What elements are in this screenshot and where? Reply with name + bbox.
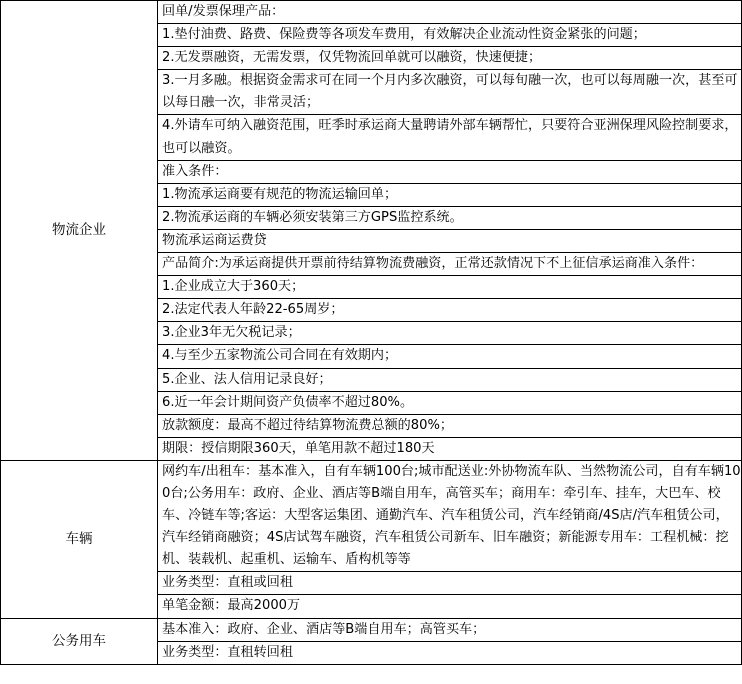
detail-cell: 2.无发票融资，无需发票，仅凭物流回单就可以融资，快速便捷； [158, 47, 742, 70]
detail-cell: 放款额度：最高不超过待结算物流费总额的80%； [158, 414, 742, 437]
detail-cell: 单笔金额：最高2000万 [158, 595, 742, 618]
detail-cell: 1.垫付油费、路费、保险费等各项发车费用，有效解决企业流动性资金紧张的问题； [158, 24, 742, 47]
detail-cell: 物流承运商运费贷 [158, 229, 742, 252]
table-row [1, 460, 742, 571]
detail-cell: 4.与至少五家物流公司合同在有效期内； [158, 345, 742, 368]
detail-cell: 准入条件： [158, 160, 742, 183]
detail-cell: 回单/发票保理产品： [158, 1, 742, 24]
detail-cell: 2.物流承运商的车辆必须安装第三方GPS监控系统。 [158, 206, 742, 229]
detail-cell: 3.一月多融。根据资金需求可在同一个月内多次融资，可以每旬融一次，也可以每周融一次，甚至可以每日融一次，非常灵活； [158, 70, 742, 115]
table-row [1, 618, 742, 641]
detail-cell: 5.企业、法人信用记录良好； [158, 368, 742, 391]
detail-cell: 1.企业成立大于360天； [158, 276, 742, 299]
category-cell: 车辆 [1, 460, 158, 618]
detail-cell: 产品简介:为承运商提供开票前待结算物流费融资，正常还款情况下不上征信承运商准入条件： [158, 253, 742, 276]
detail-cell: 6.近一年会计期间资产负债率不超过80%。 [158, 391, 742, 414]
detail-cell: 2.法定代表人年龄22-65周岁； [158, 299, 742, 322]
table-row [1, 1, 742, 24]
detail-cell: 4.外请车可纳入融资范围，旺季时承运商大量聘请外部车辆帮忙，只要符合亚洲保理风险控制要求，也可以融资。 [158, 115, 742, 160]
detail-cell: 1.物流承运商要有规范的物流运输回单； [158, 183, 742, 206]
table-body [1, 1, 742, 665]
detail-cell: 期限：授信期限360天，单笔用款不超过180天 [158, 437, 742, 460]
detail-cell: 业务类型：直租转回租 [158, 641, 742, 664]
category-cell: 物流企业 [1, 1, 158, 461]
detail-cell: 业务类型：直租或回租 [158, 572, 742, 595]
detail-cell: 3.企业3年无欠税记录； [158, 322, 742, 345]
category-cell: 公务用车 [1, 618, 158, 664]
detail-cell: 网约车/出租车：基本准入，自有车辆100台;城市配送业:外协物流车队、当然物流公司，自有车辆100台;公务用车：政府、企业、酒店等B端自用车，高管买车；商用车：牵引车、挂车，大巴车、校车、冷链车等;客运：大型客运集团、通勤汽车、汽车租赁公司，汽车经销商/4S店/汽车租赁公司，汽车经销商融资；4S店试驾车融资，汽车租赁公司新车、旧车融资；新能源专用车：工程机械：挖机、装载机、起重机、运输车、盾构机等等 [158, 460, 742, 571]
detail-cell: 基本准入：政府、企业、酒店等B端自用车；高管买车； [158, 618, 742, 641]
